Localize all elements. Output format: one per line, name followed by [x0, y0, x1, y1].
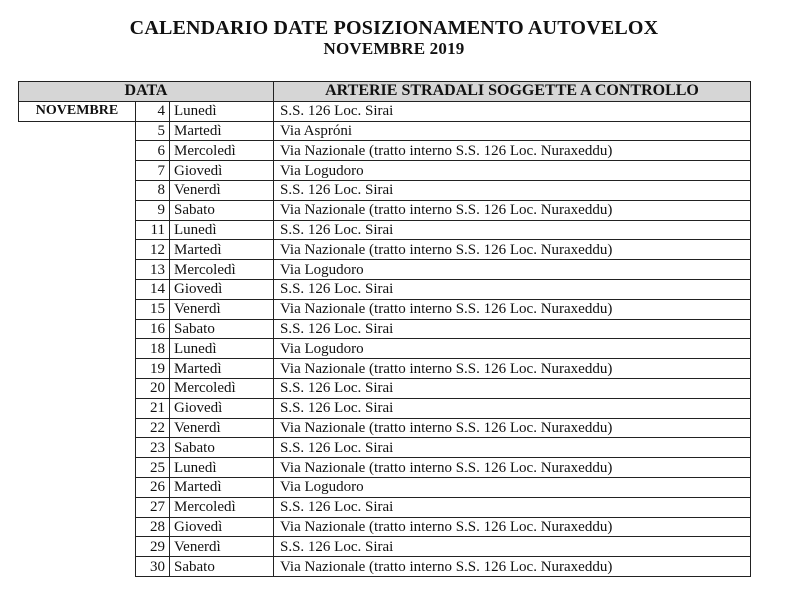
empty-cell — [19, 161, 136, 181]
weekday: Sabato — [170, 200, 274, 220]
date-number: 27 — [136, 497, 170, 517]
date-number: 11 — [136, 220, 170, 240]
table-row — [19, 378, 751, 398]
date-number: 20 — [136, 378, 170, 398]
road-name: S.S. 126 Loc. Sirai — [274, 537, 751, 557]
table-row — [19, 180, 751, 200]
weekday: Lunedì — [170, 220, 274, 240]
table-row — [19, 101, 751, 121]
weekday: Venerdì — [170, 418, 274, 438]
road-name: S.S. 126 Loc. Sirai — [274, 279, 751, 299]
date-number: 18 — [136, 339, 170, 359]
date-number: 12 — [136, 240, 170, 260]
table-row — [19, 319, 751, 339]
road-name: S.S. 126 Loc. Sirai — [274, 398, 751, 418]
table-row — [19, 418, 751, 438]
date-number: 6 — [136, 141, 170, 161]
table-row — [19, 121, 751, 141]
road-name: Via Nazionale (tratto interno S.S. 126 Loc. Nuraxeddu) — [274, 359, 751, 379]
empty-cell — [19, 517, 136, 537]
date-number: 8 — [136, 180, 170, 200]
header-row — [19, 82, 751, 102]
date-number: 29 — [136, 537, 170, 557]
empty-cell — [19, 497, 136, 517]
table-row — [19, 200, 751, 220]
table-row — [19, 398, 751, 418]
empty-cell — [19, 398, 136, 418]
table-row — [19, 141, 751, 161]
date-number: 26 — [136, 477, 170, 497]
weekday: Martedì — [170, 477, 274, 497]
road-name: S.S. 126 Loc. Sirai — [274, 180, 751, 200]
road-name: S.S. 126 Loc. Sirai — [274, 378, 751, 398]
empty-cell — [19, 121, 136, 141]
empty-cell — [19, 220, 136, 240]
empty-cell — [19, 260, 136, 280]
weekday: Venerdì — [170, 537, 274, 557]
weekday: Lunedì — [170, 339, 274, 359]
table-row — [19, 279, 751, 299]
weekday: Mercoledì — [170, 378, 274, 398]
date-number: 5 — [136, 121, 170, 141]
date-number: 25 — [136, 458, 170, 478]
empty-cell — [19, 537, 136, 557]
weekday: Martedì — [170, 359, 274, 379]
table-row — [19, 161, 751, 181]
weekday: Lunedì — [170, 101, 274, 121]
date-number: 4 — [136, 101, 170, 121]
table-row — [19, 240, 751, 260]
date-number: 28 — [136, 517, 170, 537]
empty-cell — [19, 359, 136, 379]
schedule-body — [19, 101, 751, 576]
weekday: Sabato — [170, 319, 274, 339]
weekday: Venerdì — [170, 299, 274, 319]
road-name: Via Nazionale (tratto interno S.S. 126 Loc. Nuraxeddu) — [274, 240, 751, 260]
empty-cell — [19, 378, 136, 398]
date-number: 21 — [136, 398, 170, 418]
weekday: Lunedì — [170, 458, 274, 478]
weekday: Giovedì — [170, 398, 274, 418]
table-row — [19, 517, 751, 537]
table-row — [19, 299, 751, 319]
empty-cell — [19, 299, 136, 319]
road-name: Via Nazionale (tratto interno S.S. 126 Loc. Nuraxeddu) — [274, 141, 751, 161]
weekday: Sabato — [170, 438, 274, 458]
document-title: CALENDARIO DATE POSIZIONAMENTO AUTOVELOX — [129, 17, 659, 39]
weekday: Venerdì — [170, 180, 274, 200]
table-row — [19, 458, 751, 478]
empty-cell — [19, 279, 136, 299]
road-name: Via Nazionale (tratto interno S.S. 126 Loc. Nuraxeddu) — [274, 458, 751, 478]
table-row — [19, 537, 751, 557]
weekday: Giovedì — [170, 279, 274, 299]
date-number: 14 — [136, 279, 170, 299]
road-name: Via Nazionale (tratto interno S.S. 126 Loc. Nuraxeddu) — [274, 557, 751, 577]
road-name: S.S. 126 Loc. Sirai — [274, 438, 751, 458]
road-name: S.S. 126 Loc. Sirai — [274, 497, 751, 517]
empty-cell — [19, 240, 136, 260]
table-row — [19, 477, 751, 497]
date-number: 13 — [136, 260, 170, 280]
empty-cell — [19, 458, 136, 478]
weekday: Mercoledì — [170, 141, 274, 161]
table-row — [19, 359, 751, 379]
road-name: S.S. 126 Loc. Sirai — [274, 319, 751, 339]
table-row — [19, 557, 751, 577]
document-subtitle: NOVEMBRE 2019 — [323, 39, 465, 58]
weekday: Sabato — [170, 557, 274, 577]
date-number: 7 — [136, 161, 170, 181]
header-arterie: ARTERIE STRADALI SOGGETTE A CONTROLLO — [274, 82, 751, 102]
weekday: Mercoledì — [170, 260, 274, 280]
table-row — [19, 497, 751, 517]
table-row — [19, 438, 751, 458]
road-name: Via Nazionale (tratto interno S.S. 126 Loc. Nuraxeddu) — [274, 418, 751, 438]
schedule-table — [18, 81, 751, 577]
road-name: S.S. 126 Loc. Sirai — [274, 101, 751, 121]
road-name: S.S. 126 Loc. Sirai — [274, 220, 751, 240]
weekday: Giovedì — [170, 161, 274, 181]
road-name: Via Nazionale (tratto interno S.S. 126 Loc. Nuraxeddu) — [274, 517, 751, 537]
date-number: 22 — [136, 418, 170, 438]
table-row — [19, 260, 751, 280]
road-name: Via Logudoro — [274, 477, 751, 497]
weekday: Martedì — [170, 240, 274, 260]
empty-cell — [19, 339, 136, 359]
road-name: Via Aspróni — [274, 121, 751, 141]
road-name: Via Logudoro — [274, 339, 751, 359]
weekday: Martedì — [170, 121, 274, 141]
empty-cell — [19, 180, 136, 200]
month-label: NOVEMBRE — [19, 101, 136, 121]
road-name: Via Logudoro — [274, 161, 751, 181]
table-row — [19, 339, 751, 359]
road-name: Via Nazionale (tratto interno S.S. 126 Loc. Nuraxeddu) — [274, 200, 751, 220]
road-name: Via Nazionale (tratto interno S.S. 126 Loc. Nuraxeddu) — [274, 299, 751, 319]
empty-cell — [19, 200, 136, 220]
empty-cell — [19, 418, 136, 438]
road-name: Via Logudoro — [274, 260, 751, 280]
weekday: Giovedì — [170, 517, 274, 537]
table-row — [19, 220, 751, 240]
date-number: 23 — [136, 438, 170, 458]
empty-cell — [19, 557, 136, 577]
date-number: 9 — [136, 200, 170, 220]
empty-cell — [19, 141, 136, 161]
weekday: Mercoledì — [170, 497, 274, 517]
date-number: 19 — [136, 359, 170, 379]
header-data: DATA — [19, 82, 274, 102]
date-number: 15 — [136, 299, 170, 319]
date-number: 16 — [136, 319, 170, 339]
date-number: 30 — [136, 557, 170, 577]
empty-cell — [19, 319, 136, 339]
empty-cell — [19, 438, 136, 458]
empty-cell — [19, 477, 136, 497]
